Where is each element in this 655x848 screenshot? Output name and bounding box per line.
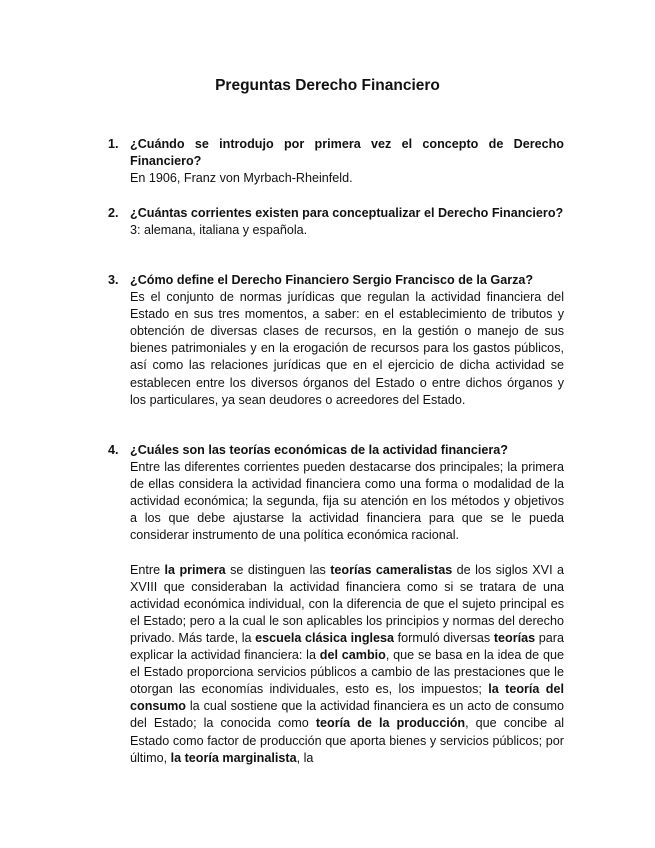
question-number: 3.: [108, 273, 119, 287]
text-span: de los siglos XVI a XVIII que consideraban la actividad financiera como si se tratara de una actividad económica individual, con la diferencia de que el sujeto principal es el Estado; pero a la cual le son aplicables los principios y normas del derecho privado. Más tarde, la: [130, 562, 564, 645]
question-number: 4.: [108, 443, 119, 457]
answer-text: Es el conjunto de normas jurídicas que regulan la actividad financiera del Estado en sus tres momentos, a saber: en el establecimiento de tributos y obtención de diversas clases de recursos, en la gestión o manejo de sus bienes patrimoniales y en la erogación de recursos para los gastos públicos, así como las relaciones jurídicas que en el ejercicio de dicha actividad se establecen entre los diversos órganos del Estado o entre dichos órganos y los particulares, ya sean deudores o acreedores del Estado.: [130, 290, 564, 407]
question-number: 1.: [108, 137, 119, 151]
text-span: , la: [296, 750, 314, 765]
text-span: formuló diversas: [394, 630, 494, 645]
text-span: se distinguen las: [225, 562, 331, 577]
text-span: la cual sostiene que la actividad financiera es un acto de consumo del Estado; la conocida como: [130, 699, 564, 731]
answer-text: 3: alemana, italiana y española.: [130, 223, 308, 238]
question-text: ¿Cuáles son las teorías económicas de la actividad financiera?: [130, 443, 508, 457]
bold-term: la primera: [164, 562, 226, 577]
answer-paragraph-2: [130, 562, 564, 767]
bold-term: del cambio: [319, 648, 386, 663]
bold-term: teoría de la producción: [315, 716, 466, 731]
answer-text: En 1906, Franz von Myrbach-Rheinfeld.: [130, 171, 353, 186]
text-span: , que se basa en la idea de que el Estado proporciona servicios públicos a cambio de las prestaciones que le otorgan las economías individuales, esto es, los impuestos;: [130, 648, 564, 697]
answer-paragraph-1: Entre las diferentes corrientes pueden destacarse dos principales; la primera de ellas considera la actividad financiera como una forma o modalidad de la actividad económica; la segunda, fija su atención en los métodos y objetivos a los que debe ajustarse la actividad financiera para que se le pueda considerar instrumento de una política económica racional.: [130, 460, 564, 543]
text-span: , que concibe al Estado como factor de producción que aporta bienes y servicios públicos; por último,: [130, 716, 564, 765]
question-text: ¿Cómo define el Derecho Financiero Sergio Francisco de la Garza?: [130, 273, 534, 287]
document-title: Preguntas Derecho Financiero: [215, 77, 440, 94]
bold-term: la teoría del consumo: [130, 682, 564, 714]
bold-term: teorías: [493, 630, 536, 645]
bold-term: escuela clásica inglesa: [255, 630, 395, 645]
question-text: ¿Cuántas corrientes existen para conceptualizar el Derecho Financiero?: [130, 206, 564, 220]
question-text: ¿Cuándo se introdujo por primera vez el concepto de Derecho Financiero?: [130, 137, 564, 169]
bold-term: teorías cameralistas: [330, 562, 453, 577]
bold-term: la teoría marginalista: [170, 750, 297, 765]
text-span: para explicar la actividad financiera: la: [130, 630, 564, 663]
text-span: Entre: [130, 562, 165, 577]
question-number: 2.: [108, 206, 119, 220]
